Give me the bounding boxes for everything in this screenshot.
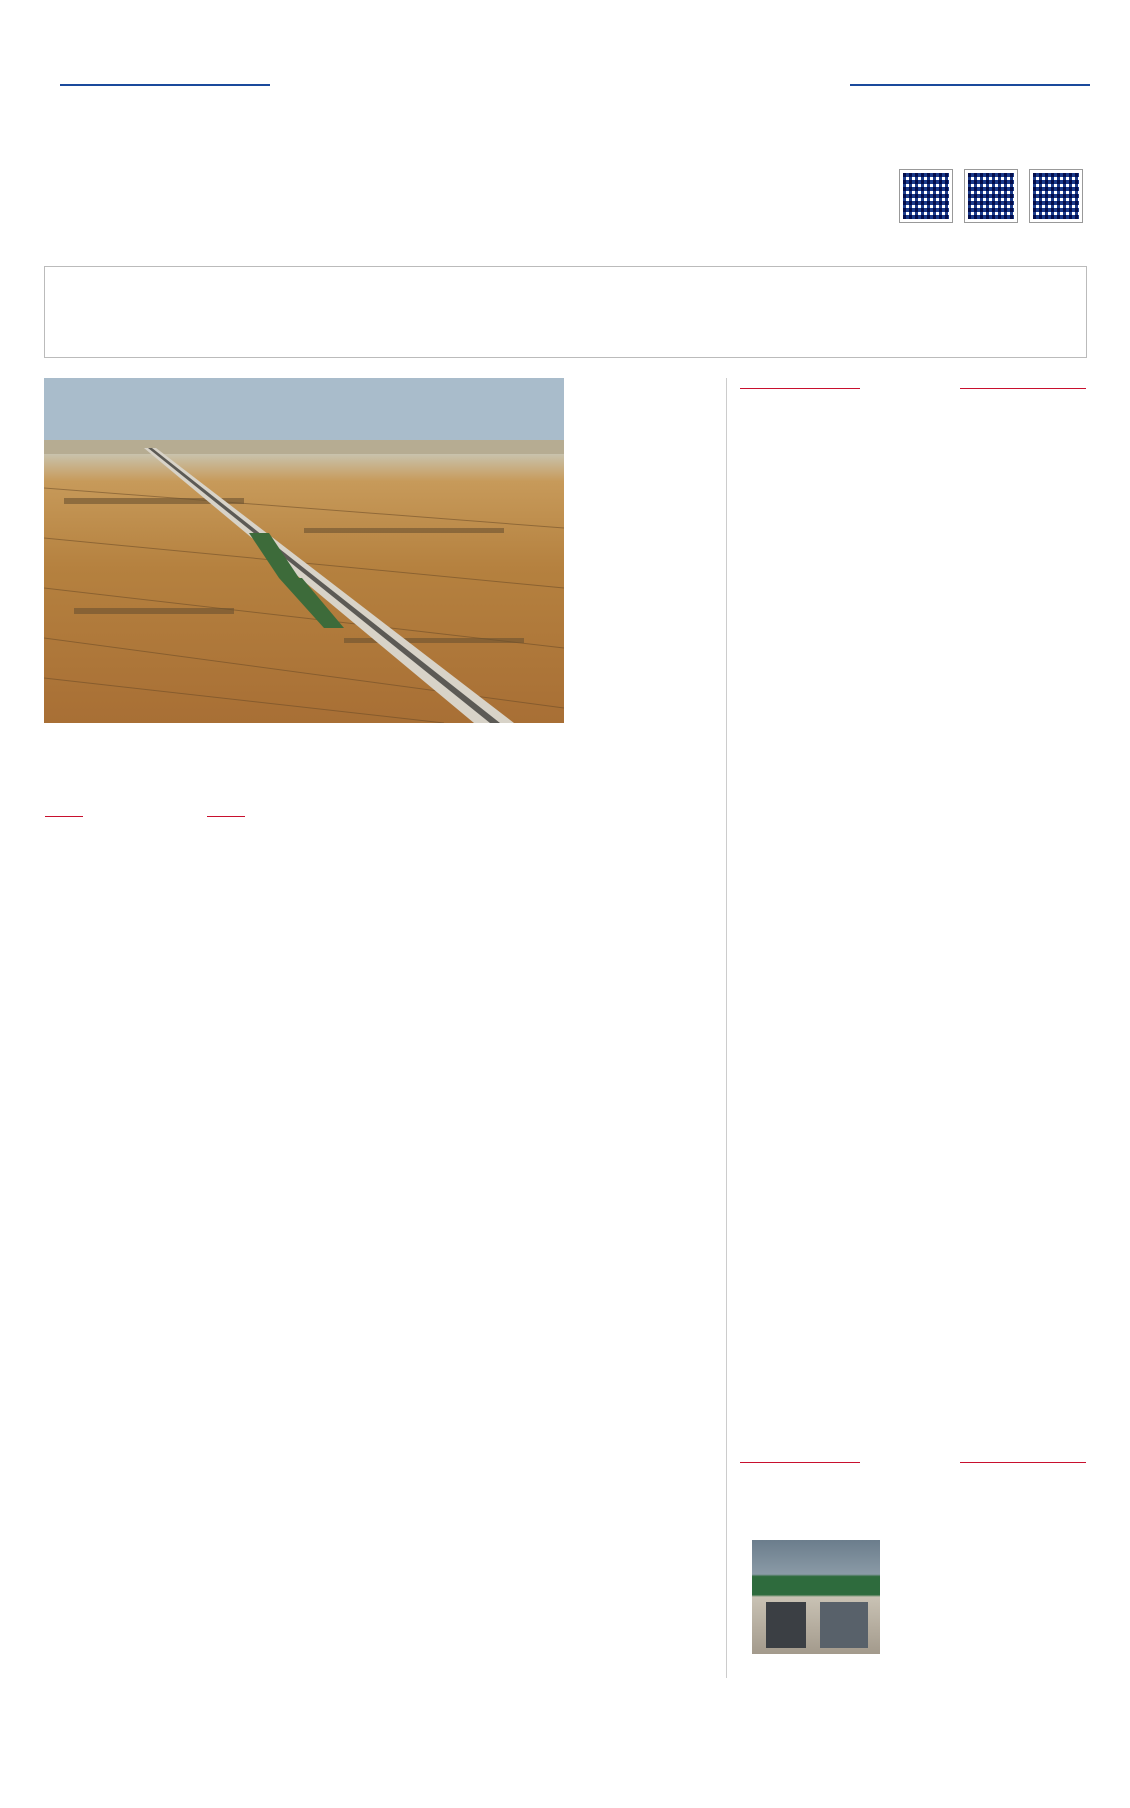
section-rule bbox=[740, 388, 860, 389]
masthead-rule-left bbox=[60, 84, 270, 86]
section-rule bbox=[960, 1462, 1086, 1463]
post-office-photo bbox=[752, 1540, 880, 1654]
door bbox=[766, 1602, 806, 1648]
window bbox=[820, 1602, 868, 1648]
lead-story-col2 bbox=[614, 272, 839, 354]
section-rule bbox=[960, 388, 1086, 389]
section-header-gold bbox=[80, 806, 210, 809]
section-rule bbox=[740, 1462, 860, 1463]
lead-story-col3 bbox=[848, 272, 1078, 340]
photo-story-body bbox=[565, 488, 705, 703]
section-rule bbox=[207, 816, 245, 817]
section-header-weibo bbox=[860, 1452, 960, 1455]
railway-photo bbox=[44, 378, 564, 723]
brokerage-col2 bbox=[270, 814, 486, 1358]
railway-photo-illustration bbox=[44, 378, 564, 723]
masthead-rule-right bbox=[850, 84, 1090, 86]
column-divider bbox=[726, 378, 727, 1678]
qr-code-toutiao[interactable] bbox=[1030, 170, 1082, 222]
qr-code-app[interactable] bbox=[900, 170, 952, 222]
section-rule bbox=[45, 816, 83, 817]
lead-story-col1 bbox=[398, 272, 603, 354]
qr-code-wechat[interactable] bbox=[965, 170, 1017, 222]
policy-body bbox=[752, 484, 1086, 1434]
brokerage-col3 bbox=[498, 814, 712, 1358]
postal-body bbox=[886, 1530, 1086, 1700]
brokerage-col1 bbox=[44, 848, 258, 1358]
